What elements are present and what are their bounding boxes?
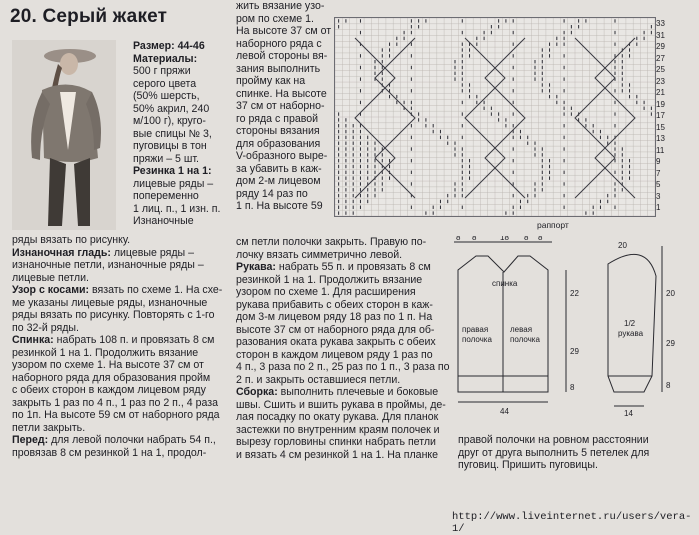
rib-line: 1 лиц. п., 1 изн. п.	[133, 202, 221, 215]
text-line: ряду 14 раз по	[236, 187, 308, 200]
materials-lines	[133, 65, 233, 165]
text-line: петли закрыть.	[12, 421, 86, 434]
middle-column-text	[236, 236, 456, 461]
label-back: спинка	[492, 279, 518, 288]
chart-row-number: 33	[656, 19, 665, 28]
chart-row-number: 7	[656, 168, 661, 178]
chart-row-number: 25	[656, 65, 665, 75]
chart-rapport-label: раппорт	[537, 220, 569, 230]
text-line: 37 см от наборно-	[236, 100, 325, 112]
text-line: дом 3-м лицевом ряду 18 раз по 1 п. На	[236, 311, 433, 323]
materials-line: (50% шерсть,	[133, 90, 200, 102]
text-line: вырезу горловины спинки набрать петли	[236, 436, 436, 448]
text-line: Перед: для левой полочки набрать 54 п.,	[12, 434, 216, 446]
text-line: и вязать 4 см резинкой 1 на 1. На планке	[236, 448, 439, 461]
text-line: высоте 37 см от наборного ряда для об-	[236, 323, 435, 336]
text-line: правой полочки на ровном расстоянии	[458, 434, 649, 446]
text-line: провязав 8 см резинкой 1 на 1, продол-	[12, 446, 207, 459]
text-line: спинке. На высоте	[236, 87, 327, 100]
chart-row-number: 31	[656, 30, 665, 40]
materials-line: вые спицы № 3,	[133, 127, 212, 140]
materials-line: м/100 г), круго-	[133, 115, 206, 127]
text-line: ме указаны лицевые ряды, изнаночные	[12, 296, 208, 309]
left-column-text	[12, 234, 236, 459]
text-line: зания выполнить	[236, 62, 321, 75]
label-right-front-1: правая	[462, 325, 489, 334]
text-line: ром по схеме 1.	[236, 12, 314, 25]
dim-sleeve-8: 8	[666, 381, 671, 390]
text-line: лая посадку по окату рукава. Для планок	[236, 411, 439, 423]
size-line: Размер: 44-46	[133, 40, 205, 52]
chart-row-number: 17	[656, 111, 665, 121]
text-line: резинкой 1 на 1. Продолжить вязание	[236, 273, 423, 286]
text-line: см петли полочки закрыть. Правую по-	[236, 236, 427, 248]
text-line: наборного ряда для образования пройм	[12, 371, 211, 384]
text-line: пройму как на	[236, 75, 306, 87]
text-line: Сборка: выполнить плечевые и боковые	[236, 386, 439, 398]
chart-row-number: 21	[656, 88, 665, 98]
text-line: V-образного выре-	[236, 150, 328, 162]
text-line: закрыть 1 раз по 4 п., 1 раз по 2 п., 4 раза	[12, 396, 218, 409]
text-line: сторон в каждом лицевом ряду 1 раз по	[236, 348, 433, 361]
dim-top-d: 8	[524, 236, 529, 242]
text-line: разования оката рукава закрыть с обеих	[236, 336, 436, 348]
chart-row-number: 9	[656, 157, 661, 167]
chart-row-number: 29	[656, 42, 665, 52]
text-line: го ряда с правой	[236, 112, 319, 125]
dim-sleeve-29: 29	[666, 339, 675, 348]
text-line: жить вязание узо-	[236, 0, 325, 12]
text-line: швы. Сшить и вшить рукава в проймы, де-	[236, 398, 446, 411]
text-line: друг от друга выполнить 5 петелек для	[458, 446, 650, 459]
materials-block	[133, 40, 233, 228]
text-line: резинкой 1 на 1. Продолжить вязание	[12, 346, 199, 359]
chart-row-number: 1	[656, 203, 661, 213]
rib-line: попеременно	[133, 190, 199, 202]
chart-row-number: 27	[656, 53, 665, 63]
text-line: рукава прибавить с обеих сторон в каж-	[236, 298, 433, 311]
chart-row-number: 11	[656, 145, 665, 155]
text-line: за убавить в каж-	[236, 162, 322, 175]
text-line: дом 2-м лицевом	[236, 175, 321, 187]
chart-row-number: 13	[656, 134, 665, 144]
chart-row-number: 5	[656, 180, 661, 190]
text-line: наборного ряда с	[236, 37, 322, 50]
dim-h29: 29	[570, 347, 579, 356]
label-sleeve-2: рукава	[618, 329, 644, 338]
chart-row-number: 23	[656, 76, 665, 86]
text-line: левой стороны вя-	[236, 50, 328, 62]
text-line: 1 п. На высоте 59	[236, 200, 323, 212]
materials-label: Материалы:	[133, 52, 198, 65]
model-photo	[12, 40, 116, 230]
label-sleeve-1: 1/2	[624, 319, 636, 328]
text-line: 2 п. и закрыть оставшиеся петли.	[236, 373, 401, 386]
label-left-front-2: полочка	[510, 335, 540, 344]
text-line: лочку вязать симметрично левой.	[236, 248, 403, 261]
materials-line: пряжи – 5 шт.	[133, 152, 199, 165]
label-right-front-2: полочка	[462, 335, 492, 344]
text-line: Спинка: набрать 108 п. и провязать 8 см	[12, 334, 215, 346]
materials-line: 500 г пряжи	[133, 65, 191, 77]
dim-sleeve-14: 14	[624, 409, 633, 418]
dim-h22: 22	[570, 289, 579, 298]
label-left-front-1: левая	[510, 325, 533, 334]
dim-top-e: 8	[538, 236, 543, 242]
source-watermark: http://www.liveinternet.ru/users/vera-1/	[452, 511, 692, 535]
dim-sleeve-20-top: 20	[618, 241, 627, 250]
text-line: узором по схеме 1. Для расширения	[236, 286, 416, 298]
text-line: по 1п. На высоте 59 см от наборного ряда	[12, 409, 220, 421]
materials-line: пуговицы в тон	[133, 140, 207, 152]
text-line: для образования	[236, 137, 321, 150]
text-line: узором по схеме 1. На высоте 37 см от	[12, 359, 204, 371]
chart-row-number: 19	[656, 99, 665, 109]
text-line: 4 п., 3 раза по 2 п., 25 раз по 1 п., 3 раза по	[236, 361, 450, 373]
text-line: стороны вязания	[236, 125, 320, 137]
article-title: 20. Серый жакет	[10, 6, 168, 27]
text-line: Изнаночная гладь: лицевые ряды –	[12, 246, 194, 259]
text-line: На высоте 37 см от	[236, 25, 332, 37]
text-line: изнаночные петли, изнаночные ряды –	[12, 259, 204, 271]
dim-w44: 44	[500, 407, 509, 416]
dim-top-b: 8	[472, 236, 477, 242]
rib-label: Резинка 1 на 1:	[133, 165, 212, 177]
rib-line: лицевые ряды –	[133, 177, 214, 190]
chart-row-number: 15	[656, 122, 665, 132]
pattern-schematic	[448, 236, 688, 426]
chart-row-number: 3	[656, 191, 661, 201]
text-line: по 32-й ряды.	[12, 321, 79, 334]
text-line: Узор с косами: вязать по схеме 1. На схе-	[12, 284, 223, 296]
dim-h8: 8	[570, 383, 575, 392]
right-column-text	[458, 434, 688, 472]
chart-row-numbers	[656, 18, 665, 214]
text-line: ряды вязать по рисунку.	[12, 234, 131, 246]
middle-column-top-text	[236, 0, 336, 213]
rib-line: Изнаночные	[133, 215, 194, 227]
rib-lines	[133, 178, 233, 228]
materials-line: серого цвета	[133, 77, 197, 90]
text-line: застежки по внутренним краям полочек и	[236, 423, 440, 436]
text-line: ряды вязать по рисунку. Повторять с 1-го	[12, 309, 215, 321]
knitting-chart	[334, 17, 656, 217]
dim-sleeve-20: 20	[666, 289, 675, 298]
materials-line: 50% акрил, 240	[133, 102, 210, 115]
text-line: с обеих сторон в каждом лицевом ряду	[12, 384, 206, 396]
dim-top-c: 18	[500, 236, 509, 242]
text-line: пуговиц. Пришить пуговицы.	[458, 459, 598, 471]
dim-top-a: 8	[456, 236, 461, 242]
text-line: Рукава: набрать 55 п. и провязать 8 см	[236, 261, 431, 273]
text-line: лицевые петли.	[12, 271, 89, 284]
